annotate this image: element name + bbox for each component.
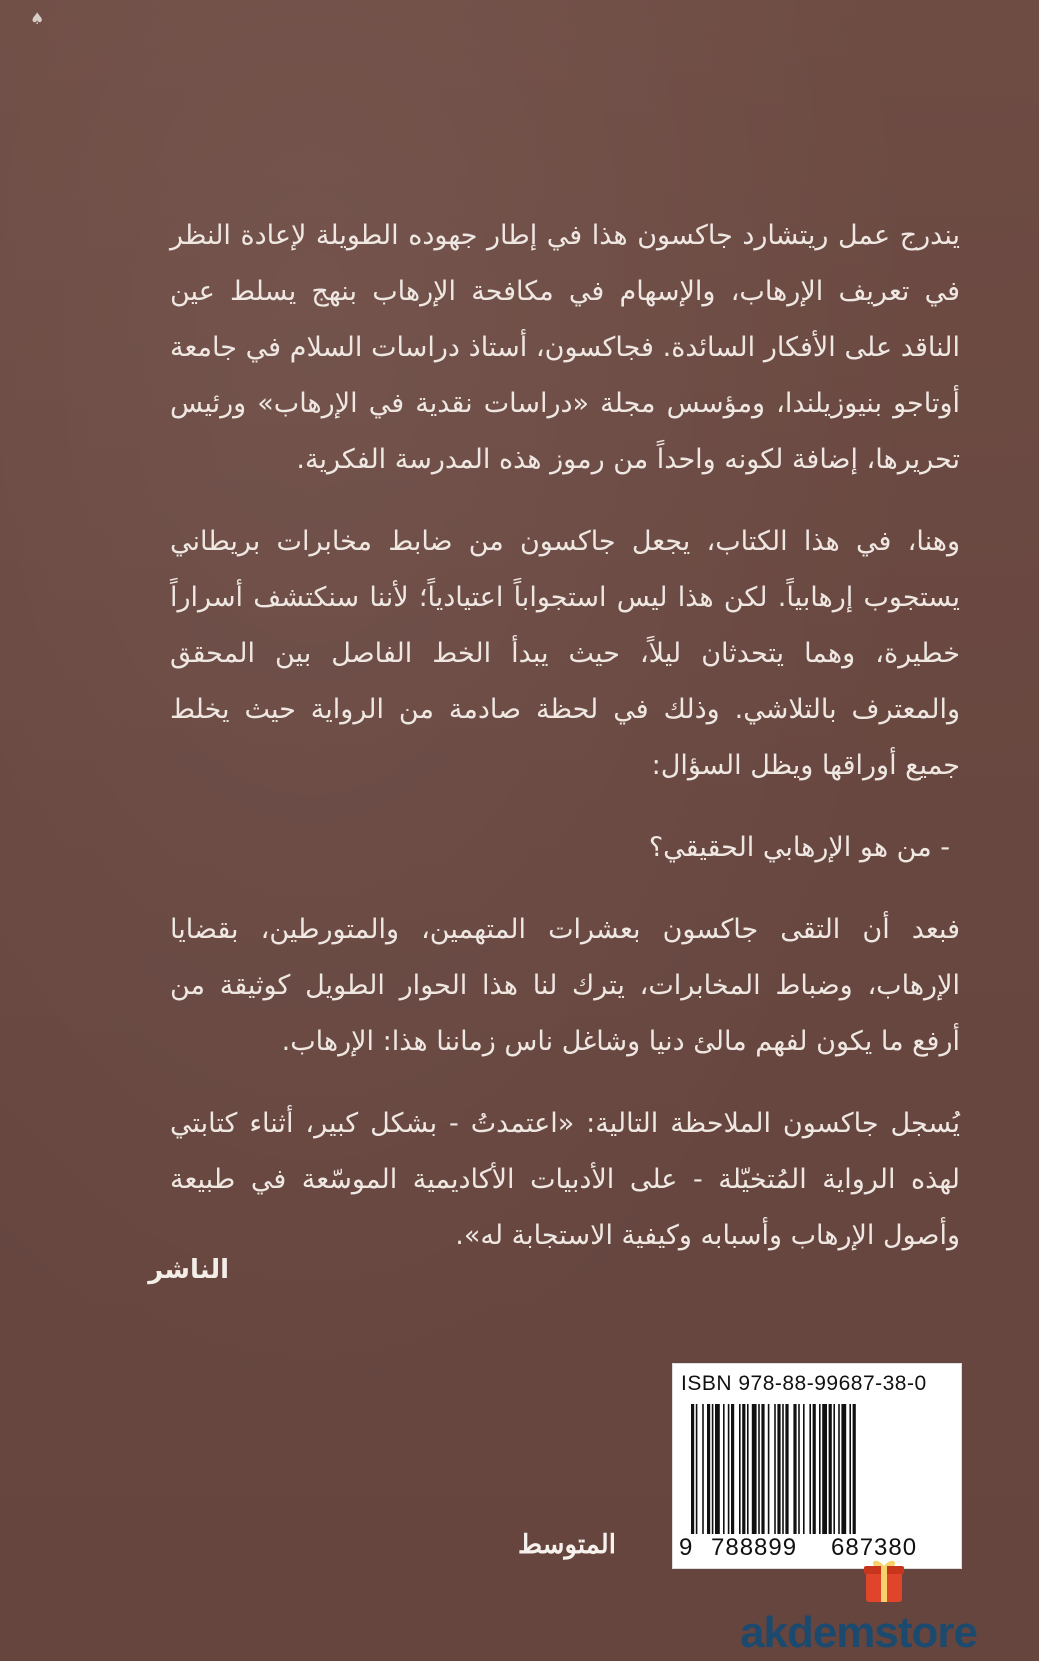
corner-ornament-icon: ♠ (30, 9, 45, 28)
store-badge-icon (860, 1556, 908, 1604)
blurb-paragraph-1: يندرج عمل ريتشارد جاكسون هذا في إطار جهوده الطويلة لإعادة النظر في تعريف الإرهاب، والإسهام في مكافحة الإرهاب بنهج يسلط عين الناقد على الأفكار السائدة. فجاكسون، أستاذ دراسات السلام في جامعة أوتاجو بنيوزيلندا، ومؤسس مجلة «دراسات نقدية في الإرهاب» ورئيس تحريرها، إضافة لكونه واحداً من رموز هذه المدرسة الفكرية. (170, 220, 960, 475)
blurb-question: - من هو الإرهابي الحقيقي؟ (648, 832, 950, 863)
barcode-digit-first: 9 (679, 1534, 693, 1561)
publisher-label: الناشر (148, 1255, 229, 1285)
blurb-paragraph-4: يُسجل جاكسون الملاحظة التالية: «اعتمدتُ - بشكل كبير، أثناء كتابتي لهذه الرواية المُتخيّلة - على الأدبيات الأكاديمية الموسّعة في طبيعة وأصول الإرهاب وأسبابه وكيفية الاستجابة له». (170, 1108, 960, 1251)
blurb-paragraph-3: فبعد أن التقى جاكسون بعشرات المتهمين، والمتورطين، بقضايا الإرهاب، وضباط المخابرات، يترك لنا هذا الحوار الطويل كوثيقة من أرفع ما يكون لفهم مالئ دنيا وشاغل ناس زماننا هذا: الإرهاب. (170, 914, 960, 1057)
isbn-text: ISBN 978-88-99687-38-0 (681, 1372, 927, 1395)
barcode (672, 1363, 962, 1569)
store-watermark-text: akdemstore (740, 1608, 978, 1657)
barcode-digits-left: 788899 (711, 1534, 798, 1561)
publisher-logo: المتوسط (518, 1530, 616, 1560)
blurb-paragraph-2: وهنا، في هذا الكتاب، يجعل جاكسون من ضابط مخابرات بريطاني يستجوب إرهابياً. لكن هذا ليس استجواباً اعتيادياً؛ لأننا سنكتشف أسراراً خطيرة، وهما يتحدثان ليلاً، حيث يبدأ الخط الفاصل بين المحقق والمعترف بالتلاشي. وذلك في لحظة صادمة من الرواية حيث يخلط جميع أوراقها ويظل السؤال: (170, 526, 960, 781)
store-watermark (740, 1608, 1039, 1661)
barcode-bars-icon (691, 1404, 943, 1534)
blurb-text (170, 208, 960, 1290)
barcode-digits-right: 687380 (831, 1534, 918, 1561)
